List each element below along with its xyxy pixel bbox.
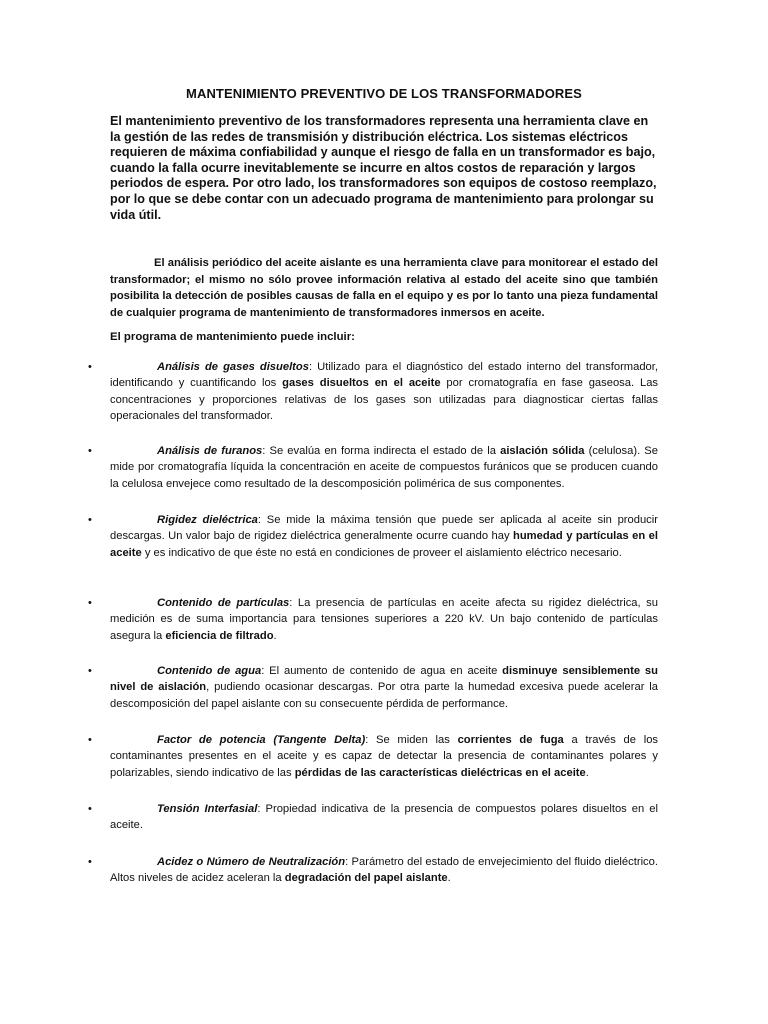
item-text: : Se evalúa en forma indirecta el estado de la bbox=[262, 445, 501, 457]
item-term: Análisis de furanos bbox=[157, 445, 263, 457]
item-term: Factor de potencia (Tangente Delta) bbox=[157, 734, 366, 746]
item-text: : Parámetro del estado de envejecimiento del fluido dieléctrico. Altos niveles de acidez aceleran la bbox=[110, 856, 658, 885]
item-bold-text: disminuye sensiblemente su nivel de aislación bbox=[110, 665, 658, 694]
item-text: , pudiendo ocasionar descargas. Por otra parte la humedad excesiva puede acelerar la descomposición del papel aislante con su consecuente pérdida de performance. bbox=[110, 681, 658, 710]
program-intro: El programa de mantenimiento puede incluir: bbox=[110, 331, 355, 343]
list-item-agua bbox=[88, 663, 658, 712]
bullet-icon: • bbox=[88, 856, 92, 868]
list-item-rigidez bbox=[88, 512, 659, 561]
item-text: (celulosa). Se mide por cromatografía líquida la concentración en aceite de compuestos furánicos que se producen cuando la celulosa envejece como resultado de la descomposición polimérica de sus componentes. bbox=[110, 445, 658, 490]
item-text: : Utilizado para el diagnóstico del estado interno del transformador, identificando y cuantificando los bbox=[110, 361, 658, 390]
list-item-particulas bbox=[88, 595, 658, 644]
item-term: Tensión Interfasial bbox=[157, 803, 258, 815]
list-item-tension-interfasial bbox=[88, 801, 658, 834]
item-bold-text: humedad y partículas en el aceite bbox=[110, 530, 659, 559]
item-text: : Propiedad indicativa de la presencia de compuestos polares disueltos en el aceite. bbox=[110, 803, 658, 832]
item-text: por cromatografía en fase gaseosa. Las concentraciones y proporciones relativas de los gases son utilizadas para diagnosticar ciertas fallas operacionales del transformador. bbox=[110, 377, 659, 423]
bullet-icon: • bbox=[88, 514, 92, 526]
item-term: Contenido de agua bbox=[157, 665, 262, 677]
item-text: : El aumento de contenido de agua en aceite bbox=[261, 665, 503, 677]
bullet-icon: • bbox=[88, 803, 92, 815]
bullet-icon: • bbox=[88, 361, 92, 373]
list-item-furanos bbox=[88, 443, 658, 492]
item-term: Análisis de gases disueltos bbox=[157, 361, 309, 373]
document-title: MANTENIMIENTO PREVENTIVO DE LOS TRANSFORMADORES bbox=[186, 86, 582, 101]
item-text: . bbox=[273, 629, 277, 642]
item-bold-text: corrientes de fuga bbox=[457, 734, 564, 746]
item-text: y es indicativo de que éste no está en condiciones de proveer el aislamiento eléctrico necesario. bbox=[141, 546, 622, 559]
item-text: . bbox=[585, 766, 589, 779]
item-text: . bbox=[447, 872, 451, 885]
item-bold-text: gases disueltos en el aceite bbox=[282, 377, 441, 390]
list-item-acidez bbox=[88, 854, 658, 887]
item-text: a través de los contaminantes presentes en el aceite y es capaz de detectar la presencia de contaminantes polares y polarizables, siendo indicativo de las bbox=[110, 734, 659, 779]
bullet-icon: • bbox=[88, 597, 92, 609]
item-bold-text: degradación del papel aislante bbox=[284, 872, 448, 885]
item-bold-text: pérdidas de las características dieléctricas en el aceite bbox=[294, 766, 586, 779]
item-term: Rigidez dieléctrica bbox=[157, 514, 258, 526]
bullet-icon: • bbox=[88, 665, 92, 677]
analysis-text: El análisis periódico del aceite aislante es una herramienta clave para monitorear el estado del transformador; el mismo no sólo provee información relativa al estado del aceite sino que también posibilita la detección de posibles causas de falla en el equipo y es por lo tanto una pieza fundamental de cualquier programa de mantenimiento de transformadores inmersos en aceite. bbox=[110, 257, 658, 319]
item-term: Contenido de partículas bbox=[157, 597, 290, 609]
item-bold-text: aislación sólida bbox=[500, 445, 585, 457]
item-term: Acidez o Número de Neutralización bbox=[157, 856, 346, 868]
list-item-gases bbox=[88, 359, 659, 425]
intro-paragraph: El mantenimiento preventivo de los transformadores representa una herramienta clave en la gestión de las redes de transmisión y distribución eléctrica. Los sistemas eléctricos requieren de máxima confiabilidad y aunque el riesgo de falla en un transformador es bajo, cuando la falla ocurre inevitablemente se incurre en altos costos de reparación y largos periodos de espera. Por otro lado, los transformadores son equipos de costoso reemplazo, por lo que se debe contar con un adecuado programa de mantenimiento para prolongar su vida útil. bbox=[110, 114, 657, 222]
bullet-icon: • bbox=[88, 734, 92, 746]
list-item-factor-potencia bbox=[88, 732, 659, 781]
item-bold-text: eficiencia de filtrado bbox=[165, 629, 274, 642]
analysis-paragraph bbox=[110, 255, 658, 321]
item-text: : Se miden las bbox=[365, 734, 458, 746]
item-text: : La presencia de partículas en aceite afecta su rigidez dieléctrica, su medición es de suma importancia para tensiones superiores a 220 kV. Un bajo contenido de partículas asegura la bbox=[110, 597, 658, 642]
item-text: : Se mide la máxima tensión que puede ser aplicada al aceite sin producir descargas. Un valor bajo de rigidez dieléctrica generalmente ocurre cuando hay bbox=[110, 514, 658, 543]
bullet-icon: • bbox=[88, 445, 92, 457]
